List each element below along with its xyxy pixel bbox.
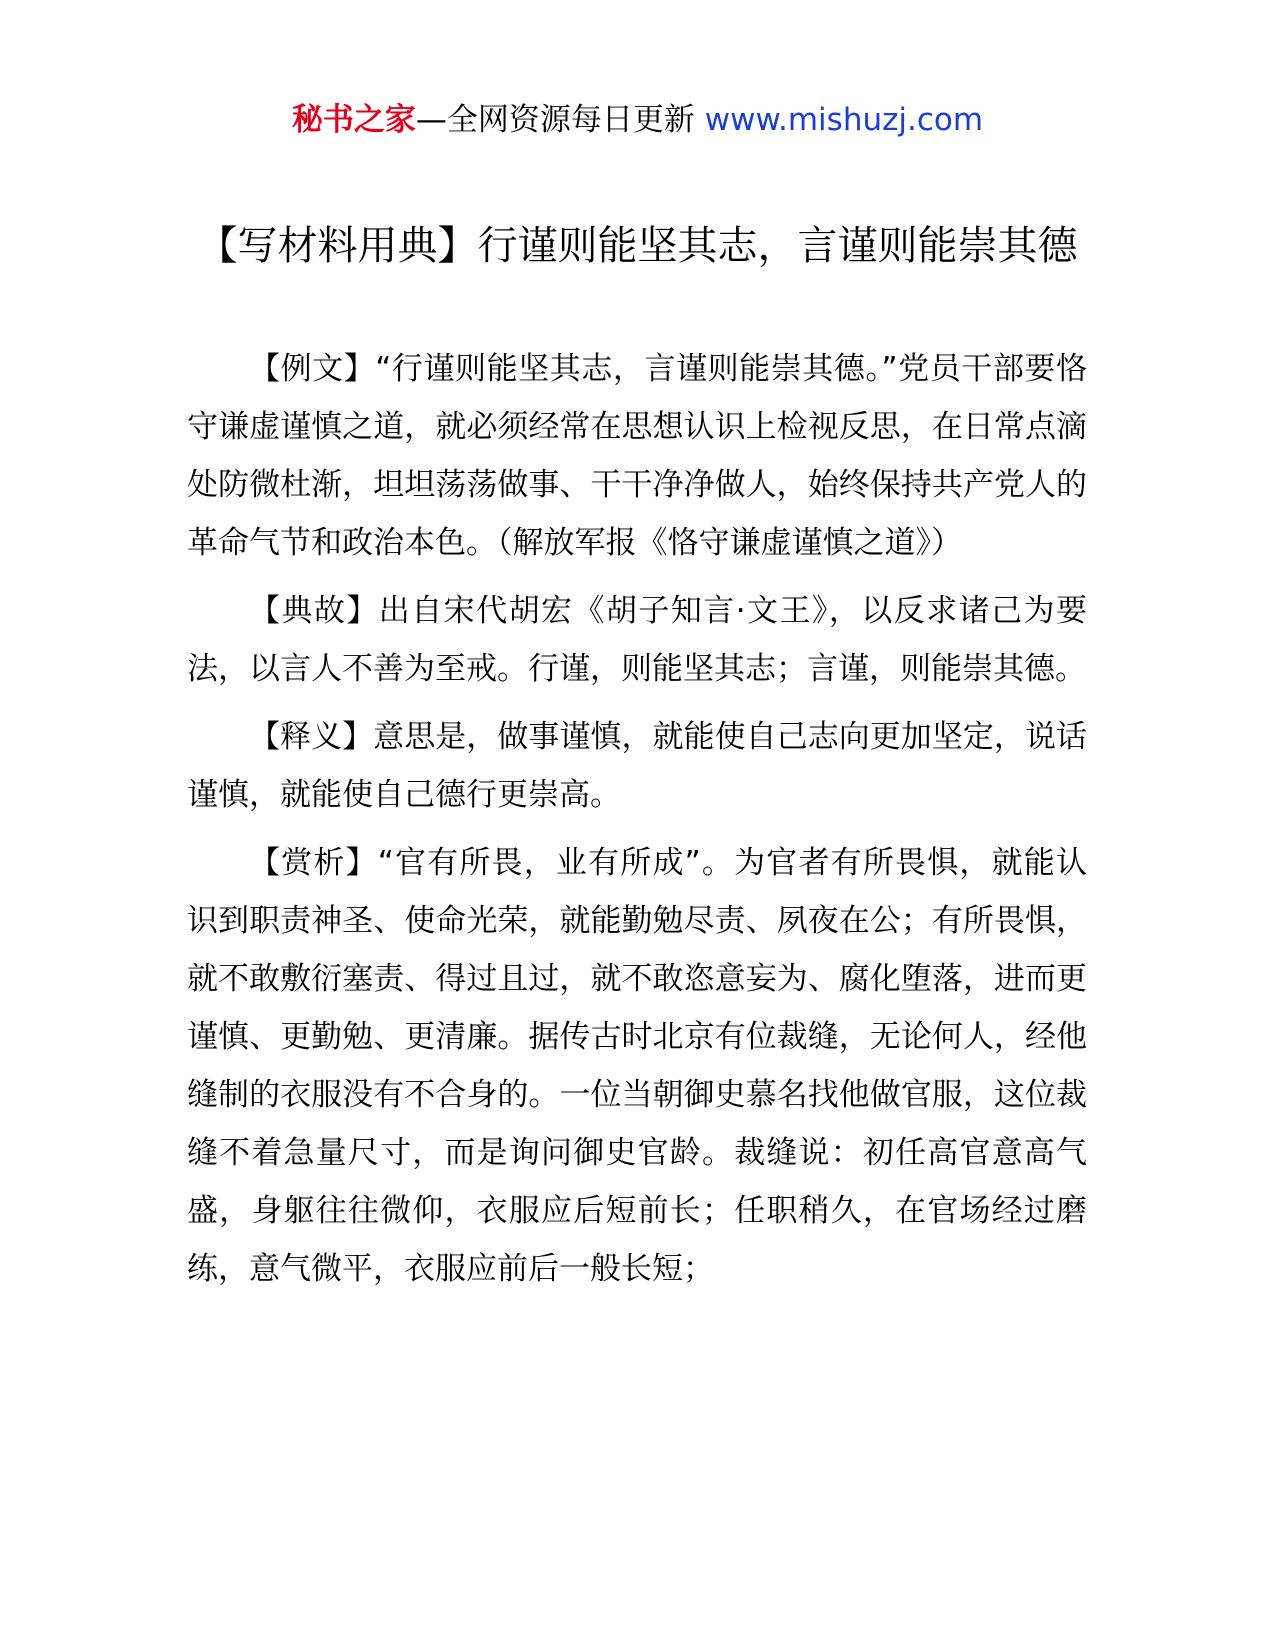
paragraph-allusion: 【典故】出自宋代胡宏《胡子知言·文王》，以反求诸己为要法，以言人不善为至戒。行谨，则能坚其志；言谨，则能崇其德。 [187,593,1087,687]
paragraph-meaning: 【释义】意思是，做事谨慎，就能使自己志向更加坚定，说话谨慎，就能使自己德行更崇高。 [187,719,1087,813]
site-url-link[interactable]: www.mishuzj.com [704,102,984,138]
paragraph-example: 【例文】“行谨则能坚其志，言谨则能崇其德。”党员干部要恪守谦虚谨慎之道，就必须经常在思想认识上检视反思，在日常点滴处防微杜渐，坦坦荡荡做事、干干净净做人，始终保持共产党人的革命气节和政治本色。（解放军报《恪守谦虚谨慎之道》） [187,351,1087,561]
site-header [0,100,1275,140]
document-body [187,340,1087,1308]
site-tagline: —全网资源每日更新 [415,102,695,138]
site-brand: 秘书之家 [291,102,416,138]
paragraph-appreciation: 【赏析】“官有所畏，业有所成”。为官者有所畏惧，就能认识到职责神圣、使命光荣，就能勤勉尽责、夙夜在公；有所畏惧，就不敢敷衍塞责、得过且过，就不敢恣意妄为、腐化堕落，进而更谨慎、更勤勉、更清廉。据传古时北京有位裁缝，无论何人，经他缝制的衣服没有不合身的。一位当朝御史慕名找他做官服，这位裁缝不着急量尺寸，而是询问御史官龄。裁缝说：初任高官意高气盛，身躯往往微仰，衣服应后短前长；任职稍久，在官场经过磨练，意气微平，衣服应前后一般长短； [187,845,1087,1287]
document-title: 【写材料用典】行谨则能坚其志，言谨则能崇其德 [197,223,1078,269]
